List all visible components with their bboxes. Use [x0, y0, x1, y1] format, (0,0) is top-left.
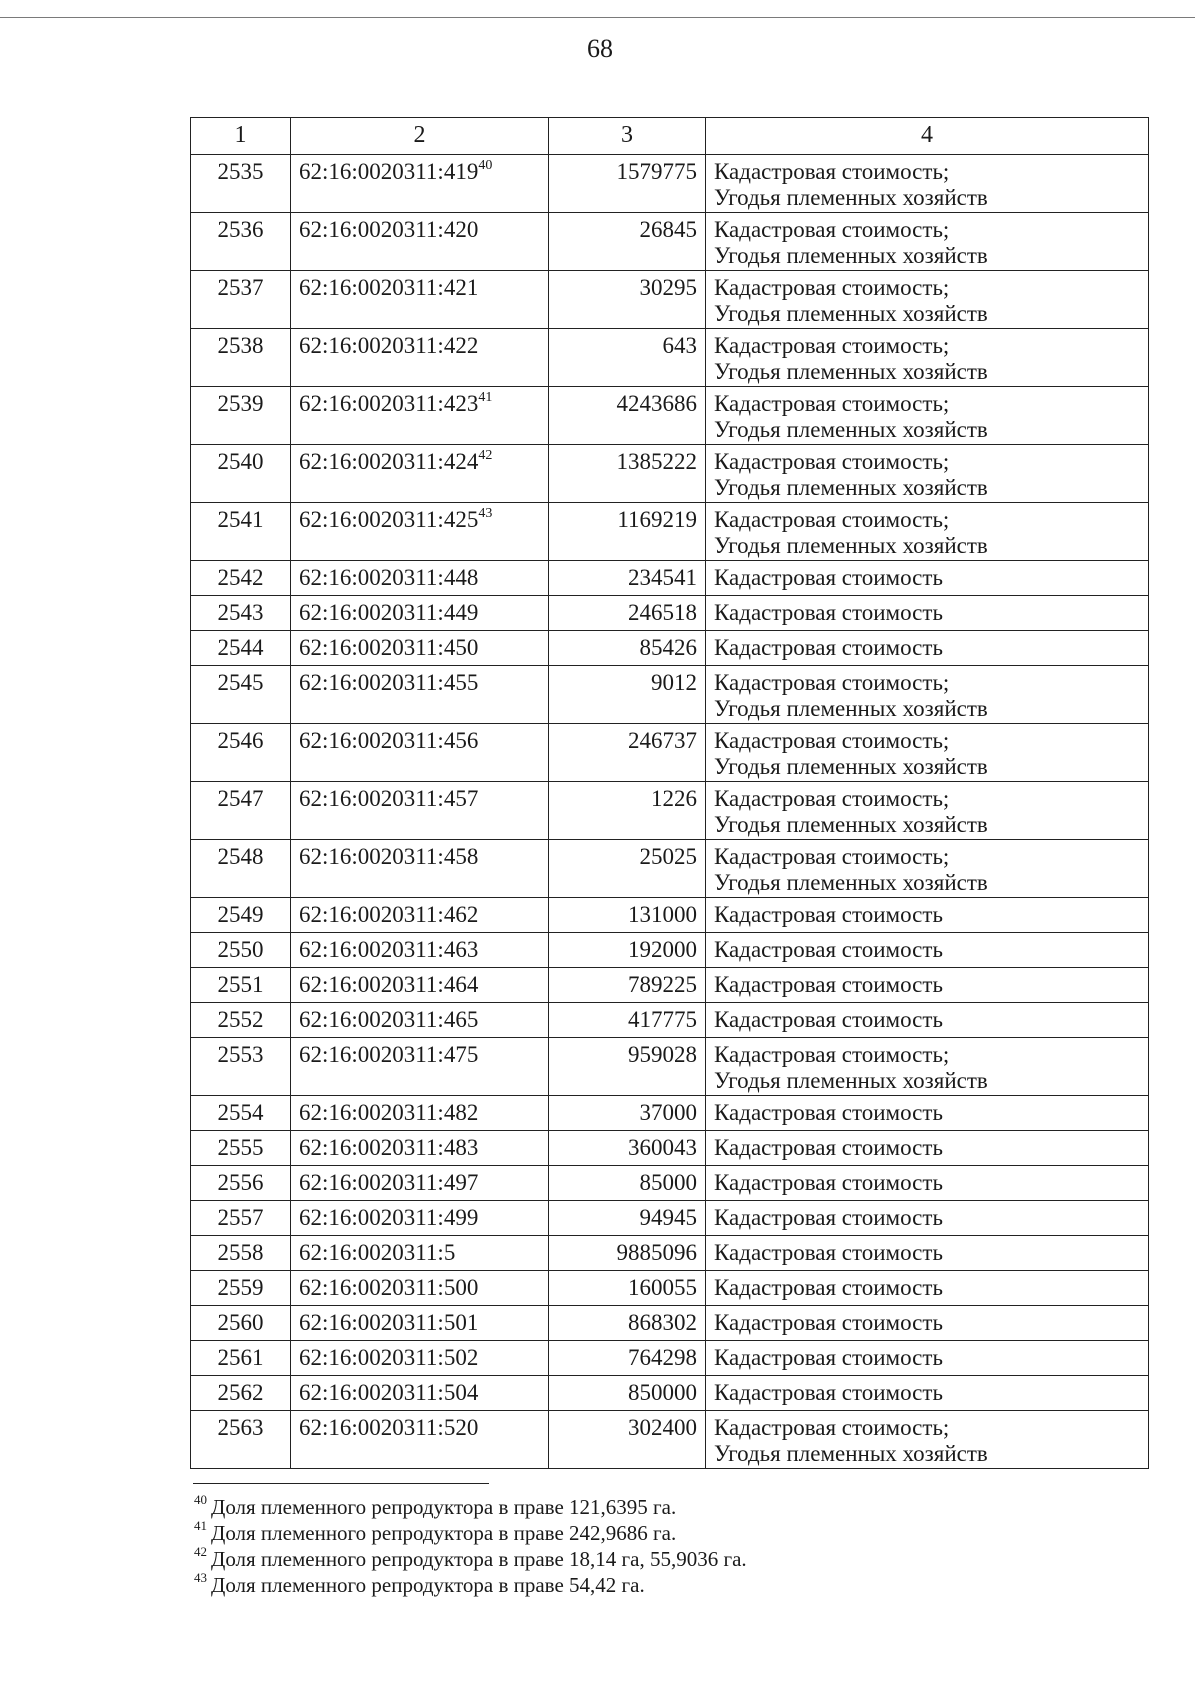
description-line: Кадастровая стоимость: [714, 1310, 943, 1335]
row-number: 2556: [191, 1166, 291, 1201]
cadastral-number-cell: [291, 1341, 549, 1376]
value-cell: 868302: [549, 1306, 706, 1341]
cadastral-number: 62:16:0020311:463: [299, 937, 479, 962]
value-cell: 302400: [549, 1411, 706, 1469]
table-row: [191, 271, 1149, 329]
description-line: Угодья племенных хозяйств: [714, 1068, 988, 1093]
description-line: Угодья племенных хозяйств: [714, 1441, 988, 1466]
cadastral-number-cell: [291, 968, 549, 1003]
footnote-ref: 40: [478, 158, 493, 173]
row-number: 2557: [191, 1201, 291, 1236]
cadastral-number-cell: [291, 1038, 549, 1096]
row-number: 2548: [191, 840, 291, 898]
table-row: [191, 631, 1149, 666]
row-number: 2562: [191, 1376, 291, 1411]
description-cell: [706, 1131, 1149, 1166]
cadastral-number-cell: [291, 1376, 549, 1411]
row-number: 2538: [191, 329, 291, 387]
cadastral-number: 62:16:0020311:465: [299, 1007, 479, 1032]
row-number: 2536: [191, 213, 291, 271]
description-line: Кадастровая стоимость;: [714, 217, 950, 242]
column-header: 1: [191, 118, 291, 155]
description-cell: [706, 933, 1149, 968]
row-number: 2543: [191, 596, 291, 631]
description-line: Угодья племенных хозяйств: [714, 812, 988, 837]
cadastral-number: 62:16:0020311:456: [299, 728, 479, 753]
description-cell: [706, 782, 1149, 840]
cadastral-number-cell: [291, 1096, 549, 1131]
cadastral-table: [190, 117, 1149, 1469]
row-number: 2547: [191, 782, 291, 840]
cadastral-number: 62:16:0020311:458: [299, 844, 479, 869]
cadastral-number-cell: [291, 1201, 549, 1236]
description-line: Кадастровая стоимость: [714, 635, 943, 660]
cadastral-number-cell: [291, 1411, 549, 1469]
value-cell: 789225: [549, 968, 706, 1003]
description-line: Кадастровая стоимость;: [714, 1415, 950, 1440]
cadastral-number-cell: [291, 503, 549, 561]
row-number: 2549: [191, 898, 291, 933]
cadastral-number-cell: [291, 1271, 549, 1306]
footnote: [194, 1494, 747, 1520]
value-cell: 850000: [549, 1376, 706, 1411]
cadastral-number-cell: [291, 329, 549, 387]
cadastral-number-cell: [291, 724, 549, 782]
description-cell: [706, 503, 1149, 561]
value-cell: 85000: [549, 1166, 706, 1201]
description-cell: [706, 271, 1149, 329]
cadastral-number-cell: [291, 1166, 549, 1201]
cadastral-number-cell: [291, 631, 549, 666]
column-header: 3: [549, 118, 706, 155]
description-cell: [706, 1038, 1149, 1096]
cadastral-number: 62:16:0020311:423: [299, 391, 479, 416]
cadastral-number: 62:16:0020311:499: [299, 1205, 479, 1230]
value-cell: 25025: [549, 840, 706, 898]
cadastral-number-cell: [291, 387, 549, 445]
description-cell: [706, 561, 1149, 596]
row-number: 2555: [191, 1131, 291, 1166]
value-cell: 192000: [549, 933, 706, 968]
description-line: Кадастровая стоимость: [714, 1135, 943, 1160]
description-line: Кадастровая стоимость: [714, 972, 943, 997]
value-cell: 4243686: [549, 387, 706, 445]
value-cell: 9012: [549, 666, 706, 724]
description-cell: [706, 213, 1149, 271]
cadastral-number: 62:16:0020311:449: [299, 600, 479, 625]
description-line: Угодья племенных хозяйств: [714, 417, 988, 442]
table-row: [191, 213, 1149, 271]
cadastral-number-cell: [291, 1003, 549, 1038]
cadastral-number-cell: [291, 898, 549, 933]
table-row: [191, 1411, 1149, 1469]
description-line: Кадастровая стоимость: [714, 1275, 943, 1300]
row-number: 2539: [191, 387, 291, 445]
footnote-ref: 42: [478, 448, 493, 463]
description-cell: [706, 1271, 1149, 1306]
description-cell: [706, 968, 1149, 1003]
value-cell: 9885096: [549, 1236, 706, 1271]
value-cell: 1579775: [549, 155, 706, 213]
cadastral-number-cell: [291, 666, 549, 724]
cadastral-number-cell: [291, 213, 549, 271]
description-line: Угодья племенных хозяйств: [714, 359, 988, 384]
cadastral-number: 62:16:0020311:421: [299, 275, 479, 300]
table-row: [191, 898, 1149, 933]
description-line: Кадастровая стоимость: [714, 1170, 943, 1195]
cadastral-number: 62:16:0020311:455: [299, 670, 479, 695]
cadastral-number: 62:16:0020311:482: [299, 1100, 479, 1125]
description-line: Кадастровая стоимость;: [714, 670, 950, 695]
table-row: [191, 933, 1149, 968]
description-cell: [706, 1411, 1149, 1469]
value-cell: 1385222: [549, 445, 706, 503]
page-number: 68: [587, 34, 613, 63]
cadastral-number: 62:16:0020311:483: [299, 1135, 479, 1160]
column-header: 2: [291, 118, 549, 155]
cadastral-number-cell: [291, 1236, 549, 1271]
description-line: Угодья племенных хозяйств: [714, 243, 988, 268]
cadastral-number-cell: [291, 445, 549, 503]
row-number: 2541: [191, 503, 291, 561]
description-cell: [706, 1376, 1149, 1411]
description-line: Кадастровая стоимость: [714, 1007, 943, 1032]
description-line: Кадастровая стоимость;: [714, 507, 950, 532]
row-number: 2554: [191, 1096, 291, 1131]
cadastral-number-cell: [291, 271, 549, 329]
table-header-row: [191, 118, 1149, 155]
description-line: Кадастровая стоимость;: [714, 844, 950, 869]
table-row: [191, 1201, 1149, 1236]
description-line: Угодья племенных хозяйств: [714, 301, 988, 326]
value-cell: 160055: [549, 1271, 706, 1306]
description-line: Кадастровая стоимость: [714, 565, 943, 590]
cadastral-number-cell: [291, 782, 549, 840]
row-number: 2561: [191, 1341, 291, 1376]
description-line: Кадастровая стоимость: [714, 937, 943, 962]
value-cell: 131000: [549, 898, 706, 933]
cadastral-number: 62:16:0020311:457: [299, 786, 479, 811]
footnote-mark: 43: [194, 1570, 207, 1585]
description-line: Кадастровая стоимость: [714, 1205, 943, 1230]
value-cell: 246518: [549, 596, 706, 631]
value-cell: 246737: [549, 724, 706, 782]
description-cell: [706, 1201, 1149, 1236]
cadastral-number-cell: [291, 155, 549, 213]
row-number: 2544: [191, 631, 291, 666]
value-cell: 959028: [549, 1038, 706, 1096]
cadastral-number: 62:16:0020311:501: [299, 1310, 479, 1335]
description-line: Угодья племенных хозяйств: [714, 475, 988, 500]
description-cell: [706, 1166, 1149, 1201]
description-line: Угодья племенных хозяйств: [714, 533, 988, 558]
description-cell: [706, 387, 1149, 445]
description-line: Угодья племенных хозяйств: [714, 185, 988, 210]
description-line: Угодья племенных хозяйств: [714, 754, 988, 779]
description-cell: [706, 898, 1149, 933]
row-number: 2540: [191, 445, 291, 503]
cadastral-number: 62:16:0020311:500: [299, 1275, 479, 1300]
cadastral-number: 62:16:0020311:475: [299, 1042, 479, 1067]
footnote-separator: [193, 1483, 489, 1484]
row-number: 2537: [191, 271, 291, 329]
description-line: Кадастровая стоимость;: [714, 728, 950, 753]
table-row: [191, 1306, 1149, 1341]
description-line: Кадастровая стоимость: [714, 902, 943, 927]
description-cell: [706, 329, 1149, 387]
cadastral-number: 62:16:0020311:419: [299, 159, 479, 184]
cadastral-number: 62:16:0020311:502: [299, 1345, 479, 1370]
description-line: Угодья племенных хозяйств: [714, 696, 988, 721]
value-cell: 1169219: [549, 503, 706, 561]
description-cell: [706, 1236, 1149, 1271]
cadastral-number: 62:16:0020311:425: [299, 507, 479, 532]
description-line: Кадастровая стоимость;: [714, 333, 950, 358]
footnote-text: Доля племенного репродуктора в праве 54,42 га.: [211, 1573, 645, 1597]
table-row: [191, 561, 1149, 596]
footnote-text: Доля племенного репродуктора в праве 18,14 га, 55,9036 га.: [211, 1547, 747, 1571]
description-line: Кадастровая стоимость: [714, 1380, 943, 1405]
description-cell: [706, 631, 1149, 666]
table-row: [191, 1166, 1149, 1201]
description-cell: [706, 596, 1149, 631]
value-cell: 85426: [549, 631, 706, 666]
table-row: [191, 1376, 1149, 1411]
row-number: 2546: [191, 724, 291, 782]
description-cell: [706, 445, 1149, 503]
footnote: [194, 1520, 747, 1546]
value-cell: 764298: [549, 1341, 706, 1376]
value-cell: 1226: [549, 782, 706, 840]
row-number: 2545: [191, 666, 291, 724]
table-row: [191, 503, 1149, 561]
table-row: [191, 666, 1149, 724]
cadastral-number: 62:16:0020311:422: [299, 333, 479, 358]
row-number: 2558: [191, 1236, 291, 1271]
table-row: [191, 1271, 1149, 1306]
description-cell: [706, 1003, 1149, 1038]
cadastral-number: 62:16:0020311:464: [299, 972, 479, 997]
value-cell: 30295: [549, 271, 706, 329]
table-row: [191, 596, 1149, 631]
row-number: 2559: [191, 1271, 291, 1306]
footnote-mark: 41: [194, 1518, 207, 1533]
cadastral-number-cell: [291, 561, 549, 596]
footnote-ref: 41: [478, 390, 493, 405]
table-row: [191, 1341, 1149, 1376]
description-line: Кадастровая стоимость: [714, 1240, 943, 1265]
description-cell: [706, 1096, 1149, 1131]
table-row: [191, 1096, 1149, 1131]
row-number: 2551: [191, 968, 291, 1003]
footnote-text: Доля племенного репродуктора в праве 242,9686 га.: [211, 1521, 677, 1545]
cadastral-number: 62:16:0020311:462: [299, 902, 479, 927]
description-line: Кадастровая стоимость;: [714, 275, 950, 300]
description-cell: [706, 1306, 1149, 1341]
description-line: Кадастровая стоимость;: [714, 449, 950, 474]
cadastral-number: 62:16:0020311:497: [299, 1170, 479, 1195]
cadastral-number: 62:16:0020311:448: [299, 565, 479, 590]
description-line: Кадастровая стоимость;: [714, 159, 950, 184]
row-number: 2563: [191, 1411, 291, 1469]
description-line: Кадастровая стоимость: [714, 1345, 943, 1370]
cadastral-number: 62:16:0020311:504: [299, 1380, 479, 1405]
row-number: 2553: [191, 1038, 291, 1096]
footnote: [194, 1546, 747, 1572]
value-cell: 234541: [549, 561, 706, 596]
footnote: [194, 1572, 747, 1598]
footnote-ref: 43: [478, 506, 493, 521]
row-number: 2550: [191, 933, 291, 968]
row-number: 2560: [191, 1306, 291, 1341]
cadastral-number: 62:16:0020311:520: [299, 1415, 479, 1440]
description-line: Угодья племенных хозяйств: [714, 870, 988, 895]
description-line: Кадастровая стоимость: [714, 600, 943, 625]
value-cell: 37000: [549, 1096, 706, 1131]
table-row: [191, 445, 1149, 503]
cadastral-number: 62:16:0020311:424: [299, 449, 479, 474]
description-cell: [706, 840, 1149, 898]
table-row: [191, 1003, 1149, 1038]
description-cell: [706, 155, 1149, 213]
footnote-mark: 42: [194, 1544, 207, 1559]
table-row: [191, 782, 1149, 840]
row-number: 2535: [191, 155, 291, 213]
table-row: [191, 724, 1149, 782]
value-cell: 417775: [549, 1003, 706, 1038]
cadastral-number-cell: [291, 933, 549, 968]
table-row: [191, 968, 1149, 1003]
table-row: [191, 1131, 1149, 1166]
table-body: [191, 118, 1149, 1469]
table-row: [191, 155, 1149, 213]
table-row: [191, 1236, 1149, 1271]
row-number: 2552: [191, 1003, 291, 1038]
column-header: 4: [706, 118, 1149, 155]
description-line: Кадастровая стоимость;: [714, 786, 950, 811]
description-cell: [706, 724, 1149, 782]
description-line: Кадастровая стоимость: [714, 1100, 943, 1125]
table-row: [191, 387, 1149, 445]
table-row: [191, 329, 1149, 387]
cadastral-number-cell: [291, 1131, 549, 1166]
footnotes: [194, 1494, 747, 1598]
description-line: Кадастровая стоимость;: [714, 391, 950, 416]
table-row: [191, 1038, 1149, 1096]
description-cell: [706, 1341, 1149, 1376]
cadastral-number: 62:16:0020311:450: [299, 635, 479, 660]
scan-edge-line: [0, 17, 1195, 18]
value-cell: 643: [549, 329, 706, 387]
value-cell: 94945: [549, 1201, 706, 1236]
cadastral-number-cell: [291, 840, 549, 898]
description-cell: [706, 666, 1149, 724]
cadastral-number-cell: [291, 596, 549, 631]
footnote-mark: 40: [194, 1492, 207, 1507]
cadastral-number: 62:16:0020311:5: [299, 1240, 456, 1265]
table-row: [191, 840, 1149, 898]
row-number: 2542: [191, 561, 291, 596]
value-cell: 26845: [549, 213, 706, 271]
value-cell: 360043: [549, 1131, 706, 1166]
footnote-text: Доля племенного репродуктора в праве 121,6395 га.: [211, 1495, 677, 1519]
cadastral-number-cell: [291, 1306, 549, 1341]
description-line: Кадастровая стоимость;: [714, 1042, 950, 1067]
cadastral-number: 62:16:0020311:420: [299, 217, 479, 242]
